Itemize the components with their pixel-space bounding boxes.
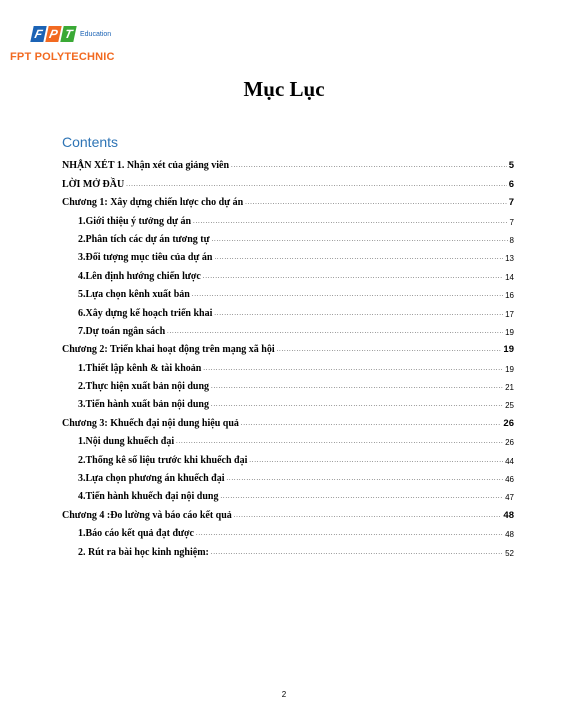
toc-leader-dots (234, 511, 502, 521)
toc-entry-page: 5 (508, 160, 514, 172)
toc-leader-dots (220, 492, 503, 502)
toc-entry-title: 2. Rút ra bài học kinh nghiệm: (78, 546, 209, 558)
toc-entry-page: 16 (505, 291, 514, 301)
toc-leader-dots (126, 180, 506, 190)
toc-entry-title: NHẬN XÉT 1. Nhận xét của giảng viên (62, 160, 230, 172)
toc-entry[interactable] (62, 171, 514, 189)
toc-leader-dots (176, 437, 503, 447)
toc-entry-page: 7 (508, 197, 514, 209)
toc-entry[interactable] (62, 227, 514, 245)
toc-leader-dots (203, 364, 503, 374)
toc-entry-page: 14 (505, 272, 514, 282)
toc-entry-page: 48 (505, 530, 514, 540)
toc-entry[interactable] (62, 410, 514, 428)
toc-entry-page: 19 (503, 344, 514, 356)
toc-leader-dots (193, 217, 507, 227)
toc-entry[interactable] (62, 282, 514, 300)
toc-entry-title: 2.Thống kê số liệu trước khi khuếch đại (78, 454, 248, 466)
toc-entry-title: 7.Dự toán ngân sách (78, 325, 166, 337)
toc-leader-dots (226, 474, 503, 484)
toc-entry[interactable] (62, 539, 514, 557)
toc-leader-dots (245, 198, 506, 208)
logo-education: Education (80, 31, 112, 38)
toc-leader-dots (203, 272, 503, 282)
toc-entry[interactable] (62, 153, 514, 171)
toc-entry-title: 3.Lựa chọn phương án khuếch đại (78, 473, 225, 485)
toc-entry[interactable] (62, 447, 514, 465)
toc-entry-page: 21 (505, 383, 514, 393)
toc-entry-page: 44 (505, 456, 514, 466)
toc-leader-dots (212, 235, 508, 245)
toc-entry-title: 1.Giới thiệu ý tưởng dự án (78, 215, 192, 227)
toc-entry-page: 26 (505, 438, 514, 448)
contents-heading: Contents (62, 134, 119, 150)
toc-entry-title: 2.Thực hiện xuất bản nội dung (78, 381, 210, 393)
toc-entry-title: 1.Nội dung khuếch đại (78, 436, 175, 448)
toc-entry[interactable] (62, 208, 514, 226)
toc-entry[interactable] (62, 521, 514, 539)
toc-entry-page: 52 (505, 548, 514, 558)
toc-entry[interactable] (62, 374, 514, 392)
toc-entry[interactable] (62, 300, 514, 318)
toc-entry-title: 1.Báo cáo kết quả đạt được (78, 528, 194, 540)
toc-entry-page: 47 (505, 493, 514, 503)
toc-entry-page: 19 (505, 327, 514, 337)
toc-leader-dots (277, 345, 502, 355)
toc-entry-title: 3.Đối tượng mục tiêu của dự án (78, 252, 213, 264)
toc-leader-dots (211, 400, 503, 410)
toc-leader-dots (241, 419, 502, 429)
fpt-logo-icon (32, 26, 75, 44)
toc-entry[interactable] (62, 502, 514, 520)
logo-letter: F (30, 26, 46, 42)
toc-leader-dots (215, 253, 504, 263)
toc-leader-dots (196, 529, 503, 539)
page-number: 2 (281, 690, 287, 699)
page-title: Mục Lục (243, 77, 325, 101)
toc-entry[interactable] (62, 190, 514, 208)
toc-entry-title: LỜI MỞ ĐẦU (62, 178, 125, 190)
toc-leader-dots (214, 309, 503, 319)
logo-letter: P (45, 26, 61, 42)
toc-entry[interactable] (62, 429, 514, 447)
toc-entry-page: 13 (505, 254, 514, 264)
toc-entry-title: 4.Tiến hành khuếch đại nội dung (78, 491, 219, 503)
toc-entry-title: 5.Lựa chọn kênh xuất bản (78, 289, 190, 301)
toc-entry-page: 26 (503, 417, 514, 429)
toc-leader-dots (211, 382, 503, 392)
toc-entry-title: 2.Phân tích các dự án tương tự (78, 233, 210, 245)
logo-polytechnic: FPT POLYTECHNIC (10, 51, 115, 63)
toc-entry-page: 8 (509, 235, 514, 245)
toc-entry-page: 17 (505, 309, 514, 319)
toc-entry-page: 19 (505, 364, 514, 374)
toc-entry-title: 4.Lên định hướng chiến lược (78, 270, 201, 282)
toc-leader-dots (249, 456, 503, 466)
table-of-contents (62, 153, 514, 558)
toc-entry-title: 1.Thiết lập kênh & tài khoản (78, 362, 202, 374)
logo-letter: T (60, 26, 76, 42)
toc-leader-dots (192, 290, 503, 300)
fpt-logo (10, 26, 140, 66)
toc-entry[interactable] (62, 355, 514, 373)
toc-leader-dots (211, 548, 503, 558)
toc-leader-dots (231, 161, 507, 171)
toc-entry[interactable] (62, 245, 514, 263)
toc-entry-page: 46 (505, 475, 514, 485)
toc-entry-title: 3.Tiến hành xuất bản nội dung (78, 399, 209, 411)
toc-leader-dots (167, 327, 503, 337)
toc-entry[interactable] (62, 337, 514, 355)
toc-entry[interactable] (62, 392, 514, 410)
toc-entry[interactable] (62, 263, 514, 281)
toc-entry-title: Chương 3: Khuếch đại nội dung hiệu quả (62, 417, 239, 429)
toc-entry[interactable] (62, 484, 514, 502)
toc-entry[interactable] (62, 319, 514, 337)
toc-entry-title: 6.Xây dựng kế hoạch triển khai (78, 307, 213, 319)
toc-entry-page: 25 (505, 401, 514, 411)
toc-entry-title: Chương 4 :Đo lường và báo cáo kết quả (62, 509, 232, 521)
toc-entry-page: 6 (508, 178, 514, 190)
toc-entry[interactable] (62, 466, 514, 484)
toc-entry-title: Chương 2: Triển khai hoạt động trên mạng xã hội (62, 344, 275, 356)
toc-entry-page: 7 (509, 217, 514, 227)
toc-entry-title: Chương 1: Xây dựng chiến lược cho dự án (62, 197, 244, 209)
toc-entry-page: 48 (503, 509, 514, 521)
